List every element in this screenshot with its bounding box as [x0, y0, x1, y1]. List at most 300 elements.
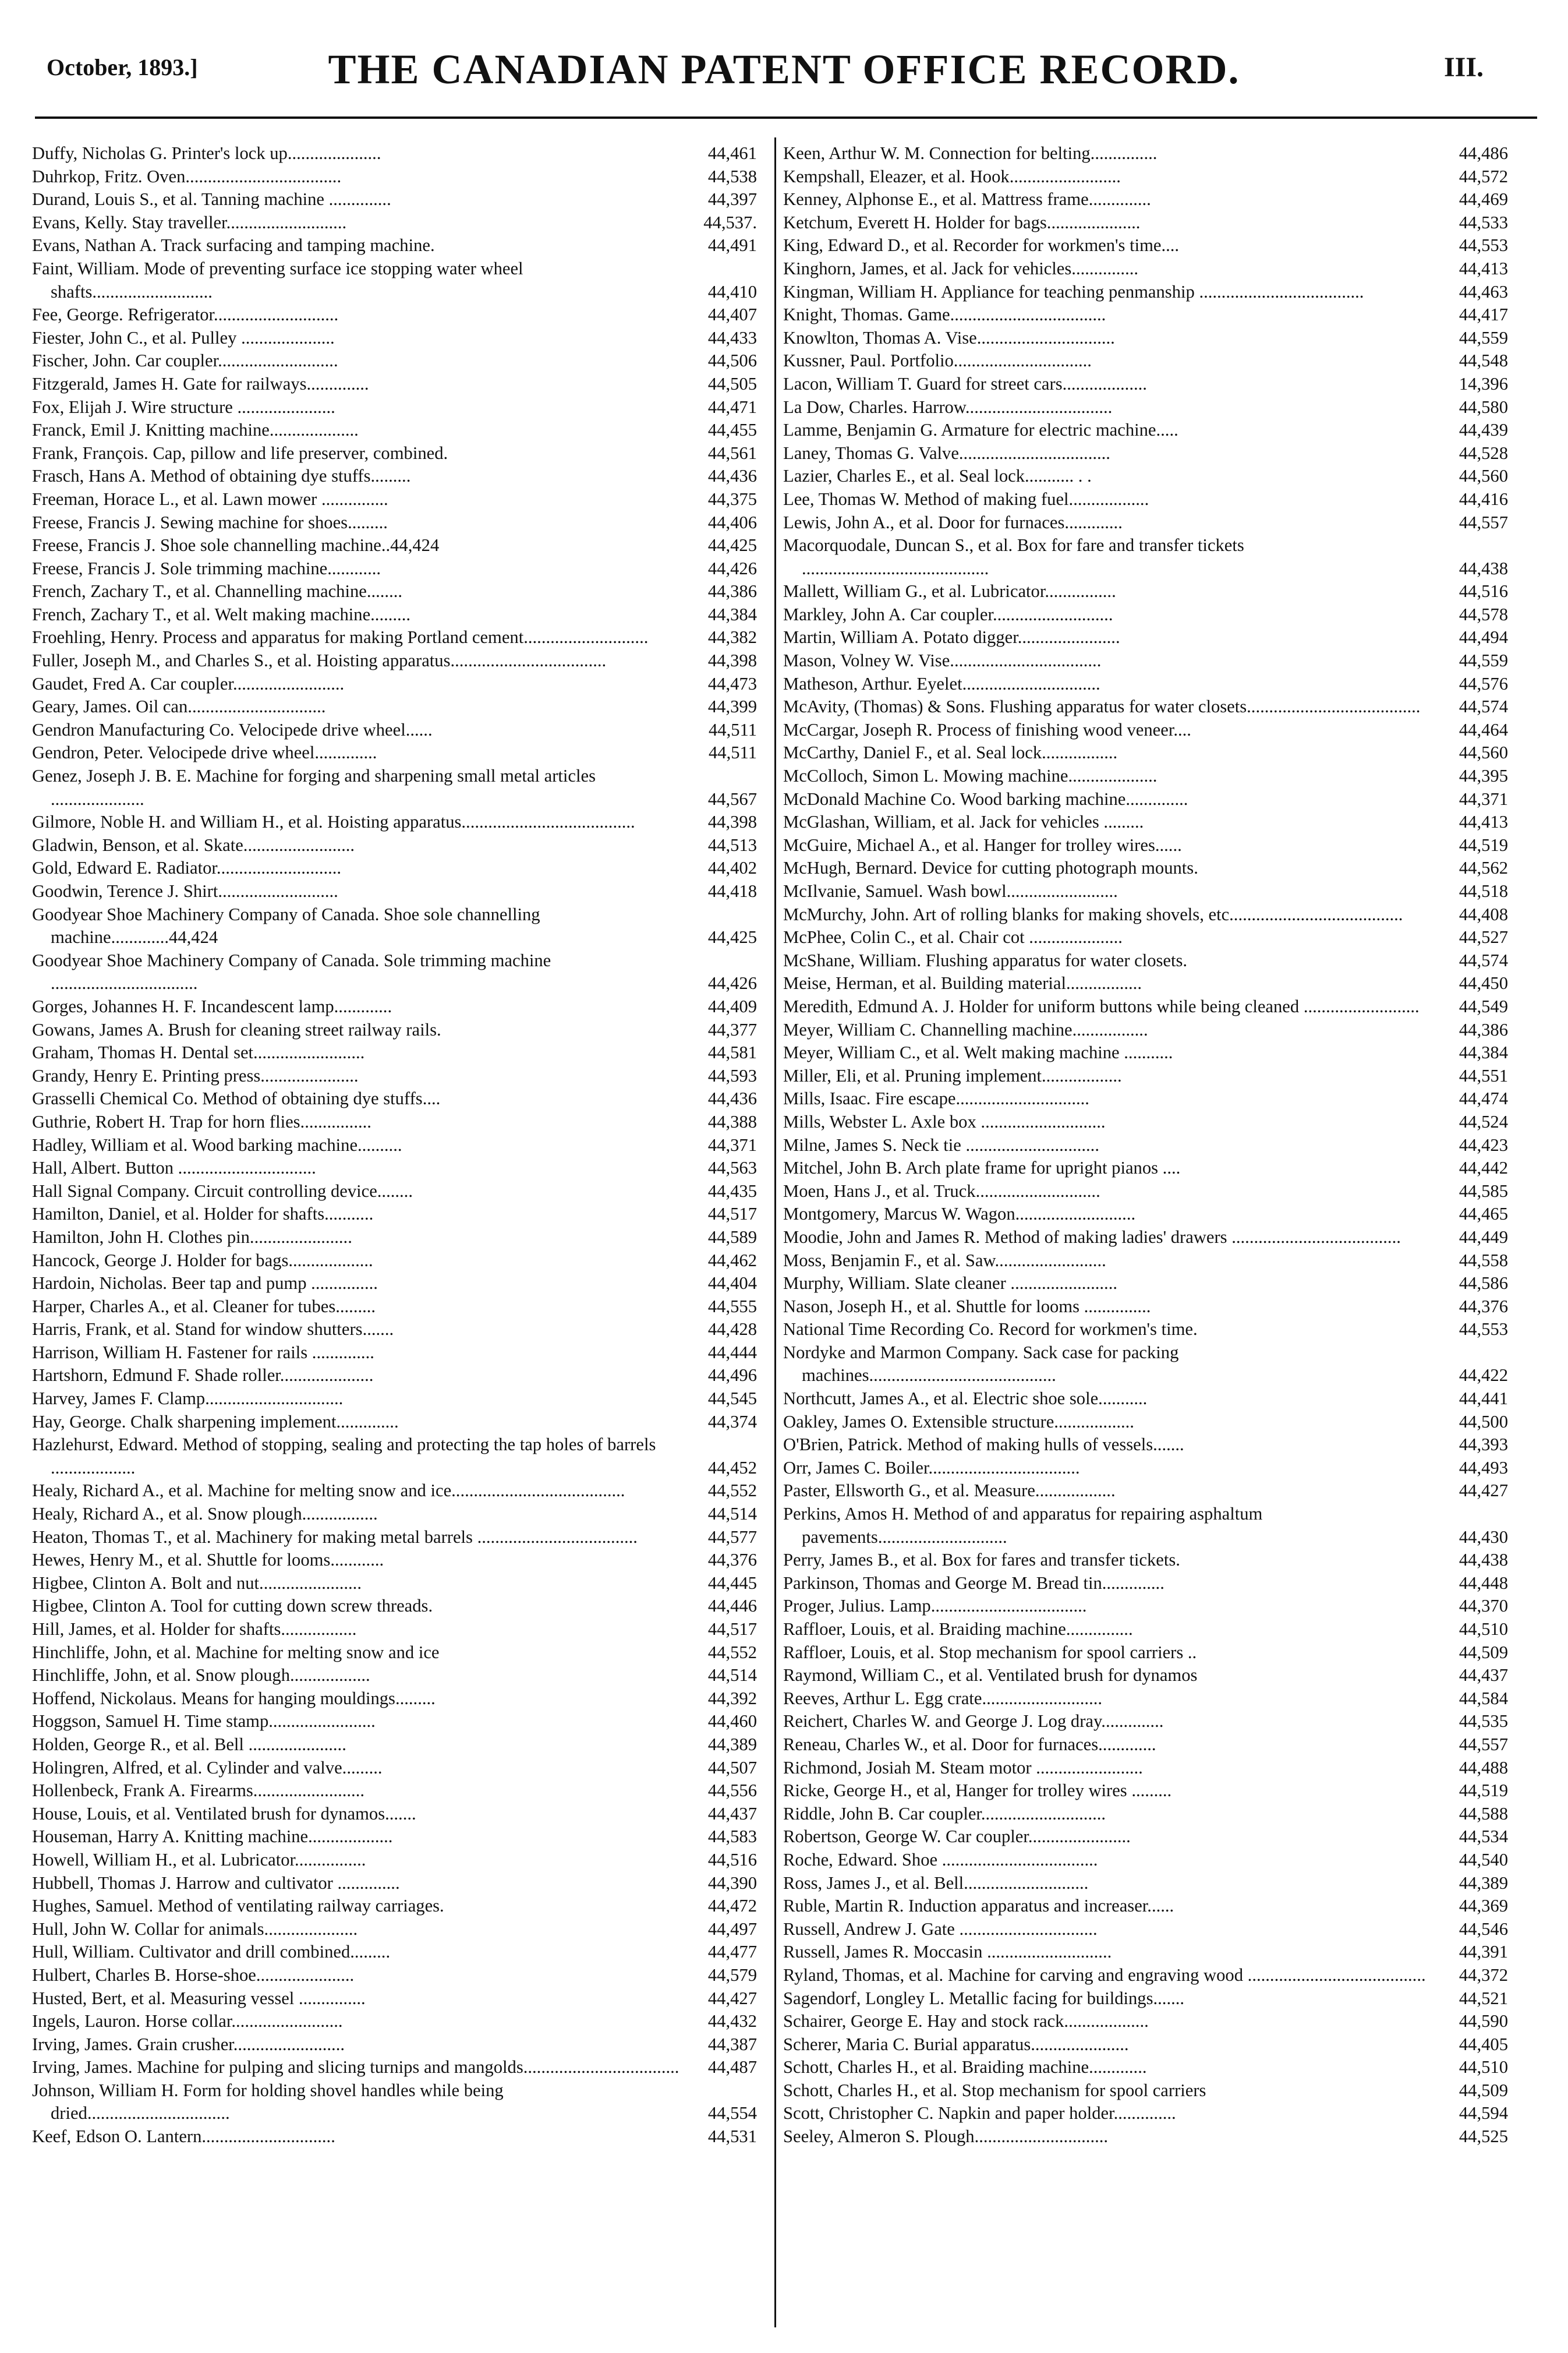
- entry-text: Meredith, Edmund A. J. Holder for uniform buttons while being cleaned ..........................: [783, 996, 1420, 1016]
- patent-entry: [32, 1065, 757, 1088]
- patent-number: 44,473: [707, 673, 757, 694]
- patent-entry: [783, 765, 1508, 788]
- patent-number: 44,491: [707, 235, 757, 256]
- patent-number: 44,560: [1459, 743, 1508, 763]
- patent-entry: [32, 1710, 757, 1733]
- patent-entry: [32, 511, 757, 535]
- entry-text: Hadley, William et al. Wood barking machine..........: [32, 1135, 402, 1155]
- patent-entry: [32, 1157, 757, 1180]
- patent-number: 44,418: [707, 881, 757, 901]
- patent-entry: [783, 834, 1508, 857]
- patent-number: 44,439: [1459, 420, 1508, 440]
- patent-entry: [783, 1019, 1508, 1042]
- entry-text: Gendron, Peter. Velocipede drive wheel..............: [32, 743, 377, 763]
- patent-number: 44,406: [707, 512, 757, 532]
- patent-number: 44,546: [1459, 1919, 1508, 1939]
- patent-entry: [32, 857, 757, 880]
- entry-text: Nason, Joseph H., et al. Shuttle for looms ...............: [783, 1296, 1151, 1316]
- patent-number: 44,509: [1459, 1642, 1508, 1662]
- entry-text: Hinchliffe, John, et al. Snow plough..................: [32, 1665, 370, 1686]
- patent-entry: [783, 465, 1508, 488]
- patent-number: 44,393: [1459, 1435, 1508, 1455]
- patent-number: 44,554: [707, 2103, 757, 2124]
- entry-text: Raymond, William C., et al. Ventilated brush for dynamos: [783, 1665, 1198, 1686]
- entry-text: Geary, James. Oil can...............................: [32, 697, 326, 717]
- patent-entry: [32, 949, 757, 995]
- entry-text: Russell, James R. Moccasin ............................: [783, 1942, 1112, 1962]
- patent-number: 44,389: [707, 1734, 757, 1754]
- patent-entry: [32, 1895, 757, 1918]
- entry-text: Ryland, Thomas, et al. Machine for carving and engraving wood ........................................: [783, 1965, 1426, 1985]
- entry-text: McCarthy, Daniel F., et al. Seal lock.................: [783, 743, 1118, 763]
- entry-text: Fuller, Joseph M., and Charles S., et al. Hoisting apparatus...................................: [32, 651, 607, 671]
- patent-entry: [783, 142, 1508, 165]
- patent-number: 44,384: [1459, 1043, 1508, 1063]
- patent-entry: [32, 903, 757, 949]
- patent-entry: [32, 373, 757, 396]
- patent-entry: [32, 673, 757, 696]
- entry-text: Fischer, John. Car coupler...........................: [32, 351, 338, 371]
- entry-text: Hall Signal Company. Circuit controlling device........: [32, 1181, 413, 1201]
- patent-entry: [32, 2079, 757, 2125]
- patent-entry: [783, 1087, 1508, 1111]
- entry-text: Lazier, Charles E., et al. Seal lock........... . .: [783, 466, 1092, 486]
- patent-number: 44,557: [1459, 1734, 1508, 1754]
- entry-text: McColloch, Simon L. Mowing machine....................: [783, 766, 1158, 786]
- patent-number: 44,538: [707, 166, 757, 186]
- patent-number: 44,574: [1459, 697, 1508, 717]
- patent-entry: [783, 1479, 1508, 1503]
- patent-entry: [32, 1733, 757, 1757]
- patent-entry: [783, 1572, 1508, 1595]
- patent-entry: [783, 926, 1508, 949]
- patent-number: 44,583: [707, 1826, 757, 1847]
- patent-entry: [32, 257, 757, 303]
- patent-number: 44,506: [707, 351, 757, 371]
- patent-entry: [32, 1503, 757, 1526]
- patent-number: 44,425: [707, 535, 757, 556]
- patent-entry: [32, 1180, 757, 1203]
- patent-number: 44,376: [1459, 1296, 1508, 1316]
- patent-number: 44,559: [1459, 651, 1508, 671]
- patent-entry: [32, 1479, 757, 1503]
- entry-text: Frank, François. Cap, pillow and life preserver, combined.: [32, 443, 448, 463]
- patent-entry: [783, 1203, 1508, 1226]
- patent-entry: [783, 2102, 1508, 2125]
- issue-date: October, 1893.]: [47, 54, 198, 80]
- patent-number: 44,519: [1459, 835, 1508, 855]
- patent-number: 44,531: [707, 2126, 757, 2147]
- page-header: [0, 0, 1568, 134]
- entry-text: Hulbert, Charles B. Horse-shoe......................: [32, 1965, 355, 1985]
- page-number: III.: [1444, 52, 1484, 83]
- entry-text: La Dow, Charles. Harrow.................................: [783, 397, 1113, 417]
- patent-number: 44,422: [1459, 1365, 1508, 1386]
- patent-number: 44,449: [1459, 1227, 1508, 1247]
- entry-text: Harrison, William H. Fastener for rails ..............: [32, 1342, 374, 1362]
- patent-number: 44,558: [1459, 1250, 1508, 1270]
- entry-text: Kenney, Alphonse E., et al. Mattress frame..............: [783, 189, 1151, 210]
- patent-number: 44,581: [707, 1043, 757, 1063]
- patent-entry: [32, 1341, 757, 1365]
- patent-entry: [783, 1803, 1508, 1826]
- patent-number: 44,437: [707, 1803, 757, 1824]
- entry-text: Hall, Albert. Button ...............................: [32, 1158, 316, 1178]
- entry-text: Hoffend, Nickolaus. Means for hanging mouldings.........: [32, 1688, 436, 1708]
- patent-entry: [32, 1249, 757, 1273]
- entry-text: Mallett, William G., et al. Lubricator................: [783, 581, 1116, 602]
- entry-text: Miller, Eli, et al. Pruning implement..................: [783, 1065, 1122, 1086]
- entry-text: Keen, Arthur W. M. Connection for belting...............: [783, 143, 1158, 163]
- patent-entry: [32, 1825, 757, 1849]
- entry-text: McMurchy, John. Art of rolling blanks for making shovels, etc.......................................: [783, 904, 1403, 924]
- entry-text: Paster, Ellsworth G., et al. Measure..................: [783, 1481, 1116, 1501]
- patent-number: 44,525: [1459, 2126, 1508, 2147]
- patent-number: 44,577: [707, 1527, 757, 1547]
- entry-text: Healy, Richard A., et al. Snow plough.................: [32, 1504, 378, 1524]
- patent-number: 44,388: [707, 1111, 757, 1132]
- entry-text: Mitchel, John B. Arch plate frame for upright pianos ....: [783, 1158, 1181, 1178]
- patent-entry: [783, 1157, 1508, 1180]
- patent-entry: [32, 1295, 757, 1319]
- patent-entry: [32, 1595, 757, 1618]
- patent-number: 44,375: [707, 489, 757, 509]
- patent-entry: [783, 188, 1508, 211]
- patent-number: 44,533: [1459, 212, 1508, 232]
- patent-entry: [783, 603, 1508, 627]
- entry-text: Lee, Thomas W. Method of making fuel..................: [783, 489, 1149, 509]
- patent-number: 44,452: [707, 1457, 757, 1478]
- patent-entry: [32, 2125, 757, 2149]
- entry-text: Robertson, George W. Car coupler.......................: [783, 1826, 1131, 1847]
- patent-entry: [783, 811, 1508, 834]
- patent-number: 44,559: [1459, 327, 1508, 348]
- patent-entry: [32, 580, 757, 603]
- patent-entry: [32, 1387, 757, 1411]
- entry-text: Frasch, Hans A. Method of obtaining dye stuffs.........: [32, 466, 411, 486]
- entry-text: Goodyear Shoe Machinery Company of Canada. Sole trimming machine .................................: [32, 950, 551, 994]
- patent-number: 44,555: [707, 1296, 757, 1316]
- patent-number: 44,496: [707, 1365, 757, 1386]
- patent-entry: [783, 1295, 1508, 1319]
- patent-entry: [32, 534, 757, 557]
- patent-entry: [783, 1872, 1508, 1895]
- entry-text: McPhee, Colin C., et al. Chair cot .....................: [783, 927, 1123, 948]
- patent-entry: [783, 580, 1508, 603]
- patent-number: 44,391: [1459, 1942, 1508, 1962]
- entry-text: McGuire, Michael A., et al. Hanger for trolley wires......: [783, 835, 1182, 855]
- entry-text: National Time Recording Co. Record for workmen's time.: [783, 1319, 1198, 1340]
- patent-number: 44,580: [1459, 397, 1508, 417]
- patent-number: 44,510: [1459, 2057, 1508, 2078]
- entry-text: Moodie, John and James R. Method of making ladies' drawers ......................................: [783, 1227, 1401, 1247]
- patent-number: 44,384: [707, 604, 757, 624]
- patent-number: 44,510: [1459, 1619, 1508, 1639]
- patent-entry: [32, 442, 757, 465]
- entry-text: Hamilton, Daniel, et al. Holder for shafts...........: [32, 1204, 374, 1224]
- entry-text: Duhrkop, Fritz. Oven...................................: [32, 166, 342, 186]
- entry-text: Durand, Louis S., et al. Tanning machine ..............: [32, 189, 391, 210]
- patent-number: 44,435: [707, 1181, 757, 1201]
- patent-entry: [783, 1387, 1508, 1411]
- entry-text: Ricke, George H., et al, Hanger for trolley wires .........: [783, 1780, 1172, 1801]
- patent-entry: [32, 2033, 757, 2057]
- entry-text: Goodyear Shoe Machinery Company of Canada. Shoe sole channelling machine.............44,424: [32, 904, 540, 948]
- entry-text: Reichert, Charles W. and George J. Log dray..............: [783, 1711, 1164, 1732]
- patent-entry: [32, 557, 757, 581]
- entry-text: Graham, Thomas H. Dental set.........................: [32, 1043, 365, 1063]
- patent-number: 44,519: [1459, 1780, 1508, 1801]
- entry-text: Hill, James, et al. Holder for shafts.................: [32, 1619, 357, 1639]
- patent-number: 44,472: [707, 1896, 757, 1916]
- entry-text: Duffy, Nicholas G. Printer's lock up.....................: [32, 143, 381, 163]
- patent-number: 44,399: [707, 697, 757, 717]
- patent-entry: [783, 1111, 1508, 1134]
- patent-entry: [32, 1526, 757, 1549]
- entry-text: Holingren, Alfred, et al. Cylinder and valve.........: [32, 1757, 383, 1778]
- patent-number: 44,386: [707, 581, 757, 602]
- entry-text: Froehling, Henry. Process and apparatus for making Portland cement............................: [32, 627, 649, 648]
- patent-number: 44,409: [707, 996, 757, 1016]
- patent-entry: [32, 1041, 757, 1065]
- patent-entry: [783, 2010, 1508, 2033]
- patent-entry: [32, 1618, 757, 1641]
- entry-text: Genez, Joseph J. B. E. Machine for forging and sharpening small metal articles .....................: [32, 766, 596, 809]
- entry-text: Higbee, Clinton A. Tool for cutting down screw threads.: [32, 1596, 433, 1616]
- entry-text: McIlvanie, Samuel. Wash bowl.........................: [783, 881, 1118, 901]
- patent-number: 44,469: [1459, 189, 1508, 210]
- patent-number: 44,553: [1459, 235, 1508, 256]
- patent-entry: [783, 257, 1508, 281]
- patent-number: 44,430: [1459, 1527, 1508, 1547]
- entry-text: Freese, Francis J. Shoe sole channelling machine..44,424: [32, 535, 440, 556]
- entry-text: Seeley, Almeron S. Plough..............................: [783, 2126, 1109, 2147]
- entry-text: Russell, Andrew J. Gate ...............................: [783, 1919, 1098, 1939]
- patent-number: 44,438: [1459, 1550, 1508, 1570]
- patent-entry: [32, 1364, 757, 1387]
- patent-number: 44,444: [707, 1342, 757, 1362]
- patent-number: 44,548: [1459, 351, 1508, 371]
- patent-entry: [32, 695, 757, 719]
- patent-number: 44,427: [707, 1988, 757, 2008]
- patent-number: 44,524: [1459, 1111, 1508, 1132]
- patent-entry: [783, 1595, 1508, 1618]
- entry-text: Hazlehurst, Edward. Method of stopping, sealing and protecting the tap holes of barrels ...................: [32, 1435, 656, 1478]
- patent-entry: [32, 1572, 757, 1595]
- patent-number: 44,426: [707, 973, 757, 994]
- entry-text: Meise, Herman, et al. Building material.................: [783, 973, 1142, 994]
- patent-number: 44,534: [1459, 1826, 1508, 1847]
- patent-number: 44,428: [707, 1319, 757, 1340]
- patent-entry: [783, 972, 1508, 995]
- entry-text: McHugh, Bernard. Device for cutting photograph mounts.: [783, 858, 1198, 878]
- patent-entry: [783, 1664, 1508, 1687]
- patent-number: 44,527: [1459, 927, 1508, 948]
- entry-text: Keef, Edson O. Lantern..............................: [32, 2126, 335, 2147]
- patent-number: 44,513: [707, 835, 757, 855]
- patent-entry: [783, 880, 1508, 903]
- patent-entry: [32, 1433, 757, 1479]
- patent-number: 44,405: [1459, 2034, 1508, 2054]
- patent-entry: [32, 2056, 757, 2079]
- patent-number: 44,552: [707, 1481, 757, 1501]
- patent-number: 44,461: [707, 143, 757, 163]
- patent-entry: [32, 834, 757, 857]
- entry-text: Harvey, James F. Clamp...............................: [32, 1389, 344, 1409]
- patent-number: 44,423: [1459, 1135, 1508, 1155]
- entry-text: Meyer, William C., et al. Welt making machine ...........: [783, 1043, 1173, 1063]
- patent-entry: [783, 1503, 1508, 1549]
- entry-text: Fox, Elijah J. Wire structure ......................: [32, 397, 335, 417]
- entry-text: Schairer, George E. Hay and stock rack...................: [783, 2011, 1149, 2032]
- patent-number: 44,590: [1459, 2011, 1508, 2032]
- patent-number: 44,552: [707, 1642, 757, 1662]
- patent-number: 44,437: [1459, 1665, 1508, 1686]
- entry-text: Evans, Nathan A. Track surfacing and tamping machine.: [32, 235, 435, 256]
- patent-number: 44,402: [707, 858, 757, 878]
- patent-number: 44,497: [707, 1919, 757, 1939]
- entry-text: McDonald Machine Co. Wood barking machine..............: [783, 789, 1188, 809]
- patent-number: 44,561: [707, 443, 757, 463]
- entry-text: French, Zachary T., et al. Welt making machine.........: [32, 604, 410, 624]
- patent-number: 44,463: [1459, 281, 1508, 302]
- patent-entry: [32, 1964, 757, 1987]
- entry-text: King, Edward D., et al. Recorder for workmen's time....: [783, 235, 1180, 256]
- patent-number: 44,517: [707, 1204, 757, 1224]
- patent-number: 44,588: [1459, 1803, 1508, 1824]
- patent-entry: [783, 2056, 1508, 2079]
- patent-entry: [32, 1272, 757, 1295]
- entry-text: Houseman, Harry A. Knitting machine...................: [32, 1826, 393, 1847]
- patent-number: 44,404: [707, 1273, 757, 1294]
- entry-text: Hay, George. Chalk sharpening implement..............: [32, 1411, 399, 1432]
- patent-entry: [783, 1272, 1508, 1295]
- column-divider: [774, 137, 776, 2327]
- patent-entry: [32, 1872, 757, 1895]
- patent-number: 44,584: [1459, 1688, 1508, 1708]
- patent-entry: [783, 303, 1508, 327]
- patent-number: 44,500: [1459, 1411, 1508, 1432]
- patent-number: 44,372: [1459, 1965, 1508, 1985]
- entry-text: Ruble, Martin R. Induction apparatus and increaser......: [783, 1896, 1174, 1916]
- patent-number: 44,436: [707, 1089, 757, 1109]
- patent-entry: [32, 1019, 757, 1042]
- patent-number: 44,462: [707, 1250, 757, 1270]
- entry-text: Schott, Charles H., et al. Stop mechanism for spool carriers: [783, 2080, 1206, 2100]
- patent-entry: [783, 534, 1508, 580]
- patent-number: 44,494: [1459, 627, 1508, 648]
- patent-number: 44,408: [1459, 904, 1508, 924]
- patent-entry: [32, 1941, 757, 1964]
- entry-text: Fiester, John C., et al. Pulley .....................: [32, 327, 335, 348]
- patent-entry: [783, 1433, 1508, 1457]
- patent-number: 44,560: [1459, 466, 1508, 486]
- entry-text: Scott, Christopher C. Napkin and paper holder..............: [783, 2103, 1176, 2124]
- patent-entry: [32, 603, 757, 627]
- entry-text: Harris, Frank, et al. Stand for window shutters.......: [32, 1319, 394, 1340]
- entry-text: House, Louis, et al. Ventilated brush for dynamos.......: [32, 1803, 416, 1824]
- entry-text: Matheson, Arthur. Eyelet...............................: [783, 673, 1100, 694]
- patent-number: 44,488: [1459, 1757, 1508, 1778]
- patent-entry: [783, 649, 1508, 673]
- patent-number: 44,386: [1459, 1019, 1508, 1040]
- patent-number: 44,549: [1459, 996, 1508, 1016]
- patent-entry: [32, 1318, 757, 1341]
- patent-entry: [32, 303, 757, 327]
- patent-entry: [783, 442, 1508, 465]
- patent-entry: [32, 165, 757, 189]
- entry-text: Evans, Kelly. Stay traveller...........................: [32, 212, 347, 232]
- patent-entry: [783, 1941, 1508, 1964]
- patent-entry: [32, 2010, 757, 2033]
- patent-entry: [32, 626, 757, 649]
- patent-entry: [783, 488, 1508, 511]
- entry-text: Lacon, William T. Guard for street cars...................: [783, 373, 1147, 394]
- patent-number: 44,521: [1459, 1988, 1508, 2008]
- entry-text: Perkins, Amos H. Method of and apparatus for repairing asphaltum pavements.............................: [783, 1504, 1263, 1547]
- entry-text: Hull, William. Cultivator and drill combined.........: [32, 1942, 391, 1962]
- patent-entry: [783, 1041, 1508, 1065]
- patent-entry: [783, 1249, 1508, 1273]
- entry-text: Gladwin, Benson, et al. Skate.........................: [32, 835, 355, 855]
- patent-entry: [783, 857, 1508, 880]
- patent-entry: [783, 327, 1508, 350]
- patent-number: 44,516: [1459, 581, 1508, 602]
- patent-number: 44,455: [707, 420, 757, 440]
- patent-entry: [783, 1779, 1508, 1803]
- patent-number: 44,448: [1459, 1573, 1508, 1593]
- patent-entry: [783, 1226, 1508, 1249]
- patent-number: 44,465: [1459, 1204, 1508, 1224]
- patent-number: 44,413: [1459, 812, 1508, 832]
- patent-number: 44,413: [1459, 258, 1508, 278]
- patent-entry: [783, 1710, 1508, 1733]
- entry-text: Milne, James S. Neck tie ..............................: [783, 1135, 1099, 1155]
- patent-entry: [783, 419, 1508, 442]
- patent-entry: [783, 1733, 1508, 1757]
- entry-text: Macorquodale, Duncan S., et al. Box for fare and transfer tickets ..........................................: [783, 535, 1244, 578]
- patent-entry: [783, 2079, 1508, 2103]
- entry-text: Northcutt, James A., et al. Electric shoe sole...........: [783, 1389, 1148, 1409]
- patent-number: 44,471: [707, 397, 757, 417]
- patent-number: 44,398: [707, 812, 757, 832]
- patent-number: 44,563: [707, 1158, 757, 1178]
- entry-text: Markley, John A. Car coupler...........................: [783, 604, 1113, 624]
- patent-number: 44,407: [707, 305, 757, 325]
- patent-entry: [783, 1618, 1508, 1641]
- entry-text: Gold, Edward E. Radiator............................: [32, 858, 342, 878]
- patent-number: 44,556: [707, 1780, 757, 1801]
- patent-entry: [783, 1687, 1508, 1711]
- entry-text: Hubbell, Thomas J. Harrow and cultivator ..............: [32, 1872, 400, 1893]
- patent-entry: [32, 765, 757, 811]
- patent-number: 44,540: [1459, 1849, 1508, 1870]
- patent-number: 44,557: [1459, 512, 1508, 532]
- patent-number: 44,493: [1459, 1457, 1508, 1478]
- entry-text: Martin, William A. Potato digger.......................: [783, 627, 1120, 648]
- entry-text: Higbee, Clinton A. Bolt and nut.......................: [32, 1573, 362, 1593]
- entry-text: Moss, Benjamin F., et al. Saw.........................: [783, 1250, 1106, 1270]
- patent-number: 44,392: [707, 1688, 757, 1708]
- patent-entry: [783, 1964, 1508, 1987]
- entry-text: Lamme, Benjamin G. Armature for electric machine.....: [783, 420, 1178, 440]
- entry-text: Perry, James B., et al. Box for fares and transfer tickets.: [783, 1550, 1180, 1570]
- header-rule: [35, 116, 1537, 119]
- patent-entry: [783, 1849, 1508, 1872]
- patent-entry: [783, 949, 1508, 973]
- patent-entry: [783, 2125, 1508, 2149]
- entry-text: Hamilton, John H. Clothes pin.......................: [32, 1227, 352, 1247]
